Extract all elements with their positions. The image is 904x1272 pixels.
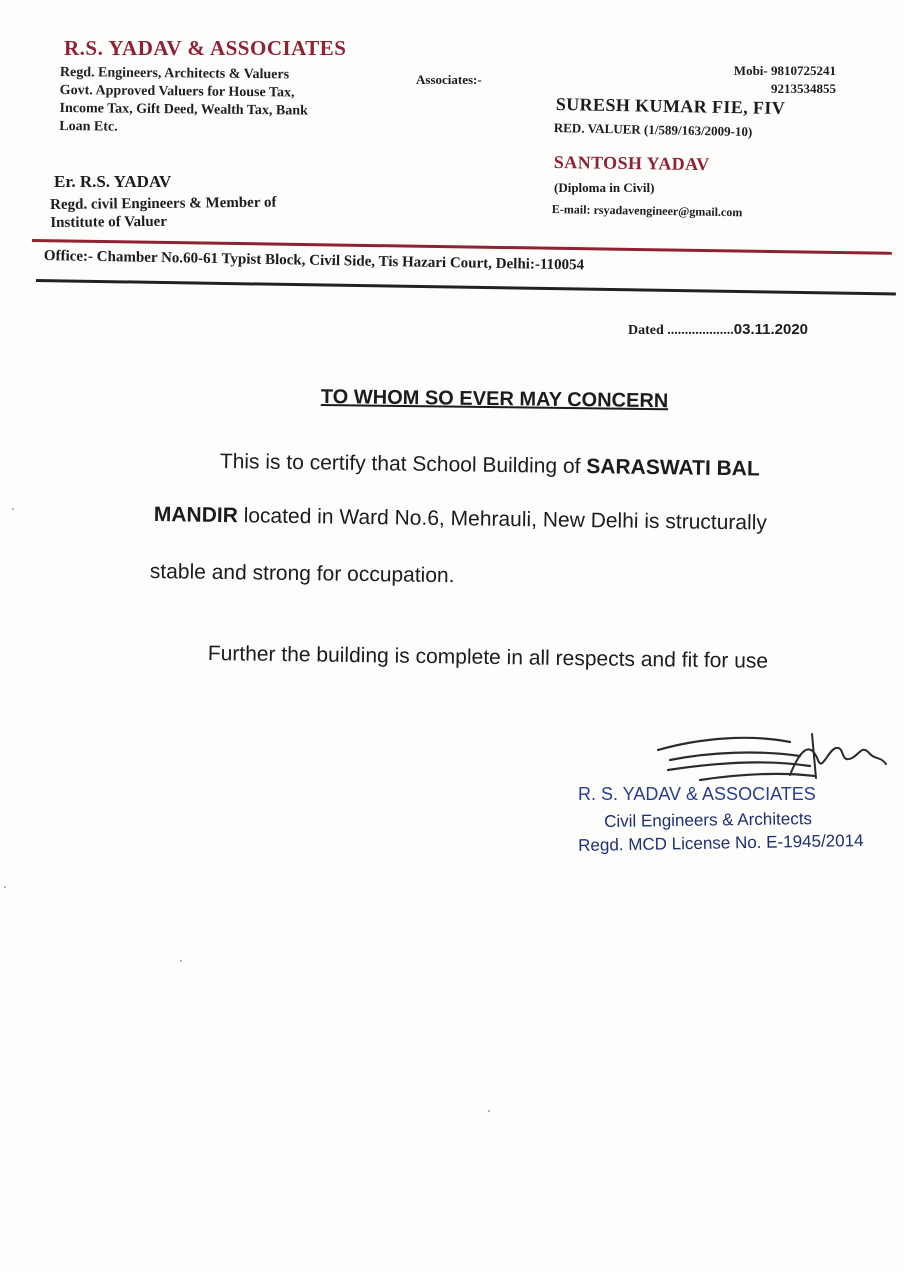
body-line-1 [220,450,760,482]
mobile-line: Mobi- 9810725241 [733,63,836,78]
paper-speck [4,886,6,888]
date-line [628,321,808,339]
firm-name: R.S. YADAV & ASSOCIATES [64,36,347,60]
letter-heading: TO WHOM SO EVER MAY CONCERN [320,386,669,413]
proprietor-line: Institute of Valuer [50,213,168,231]
body-text: located in Ward No.6, Mehrauli, New Delhi is structurally [237,504,768,535]
proprietor-line: Regd. civil Engineers & Member of [50,194,277,213]
associate-santosh-qualification: (Diploma in Civil) [554,180,655,195]
school-name-part2: MANDIR [153,503,238,528]
associate-santosh-name: SANTOSH YADAV [553,152,710,175]
paper-speck [180,960,182,962]
school-name-part1: SARASWATI BAL [586,455,760,481]
stamp-profession: Civil Engineers & Architects [604,809,813,831]
credentials-line: Income Tax, Gift Deed, Wealth Tax, Bank [59,100,308,119]
stamp-firm-name: R. S. YADAV & ASSOCIATES [578,784,816,804]
date-value: 03.11.2020 [733,321,809,338]
email-address: E-mail: rsyadavengineer@gmail.com [551,202,743,220]
proprietor-name: Er. R.S. YADAV [54,172,172,191]
credentials-line: Regd. Engineers, Architects & Valuers [59,64,290,83]
proprietor-credentials [50,193,370,232]
header-divider-black [36,279,896,296]
date-label: Dated ................... [628,323,734,338]
credentials-line: Govt. Approved Valuers for House Tax, [59,82,295,101]
body-line-4: Further the building is complete in all respects and fit for use [207,642,769,673]
body-line-3: stable and strong for occupation. [149,560,455,588]
mobile-line: 9213534855 [771,81,836,96]
stamp-license: Regd. MCD License No. E-1945/2014 [578,831,864,855]
body-line-2 [154,503,767,536]
body-text: This is to certify that School Building of [219,450,587,479]
associate-suresh-name: SURESH KUMAR FIE, FIV [555,94,786,119]
firm-credentials [59,64,415,140]
paper-speck [12,508,14,510]
mobile-numbers [690,62,836,98]
associates-label: Associates:- [416,72,482,87]
associate-suresh-registration: RED. VALUER (1/589/163/2009-10) [553,120,753,140]
office-address: Office:- Chamber No.60-61 Typist Block, Civil Side, Tis Hazari Court, Delhi:-110054 [43,248,585,274]
paper-speck [488,1110,490,1112]
credentials-line: Loan Etc. [59,118,118,135]
